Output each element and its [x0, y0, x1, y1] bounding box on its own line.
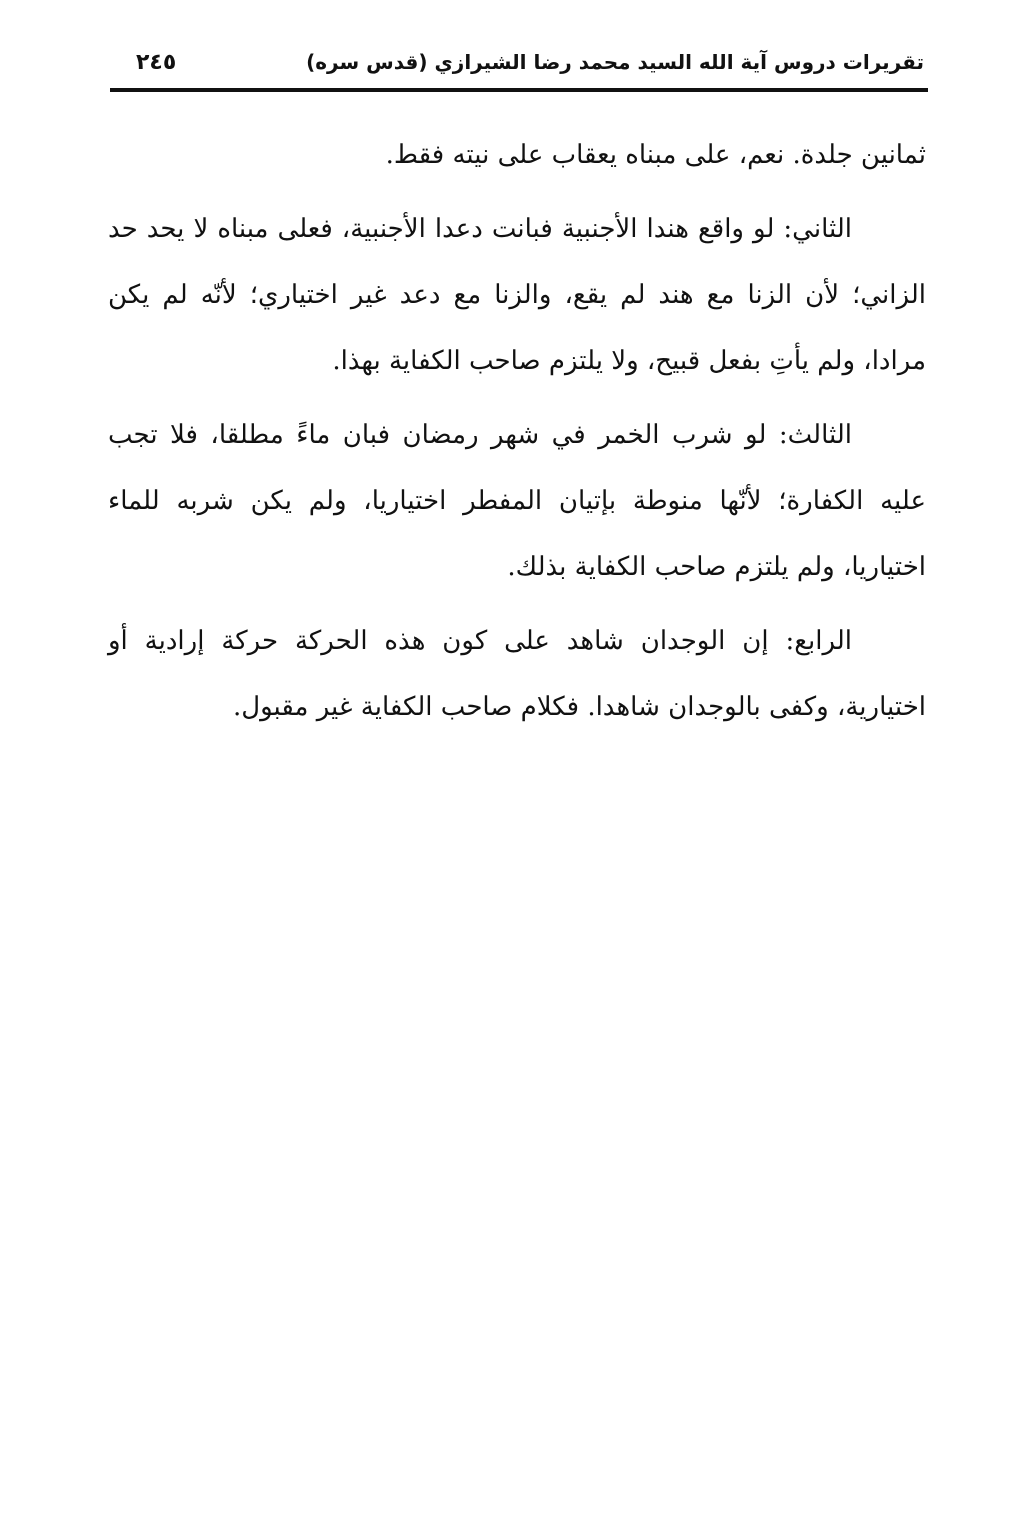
running-header [112, 40, 924, 84]
body-text [108, 122, 926, 748]
page-number: ٢٤٥ [136, 49, 177, 75]
paragraph-third: الثالث: لو شرب الخمر في شهر رمضان فبان ماءً مطلقا، فلا تجب عليه الكفارة؛ لأنّها منوطة بإتيان المفطر اختياريا، ولم يكن شربه للماء اختياريا، ولم يلتزم صاحب الكفاية بذلك. [108, 420, 926, 582]
header-rule [110, 88, 928, 92]
paragraph-second: الثاني: لو واقع هندا الأجنبية فبانت دعدا الأجنبية، فعلى مبناه لا يحد حد الزاني؛ لأن الزنا مع هند لم يقع، والزنا مع دعد غير اختياري؛ لأنّه لم يكن مرادا، ولم يأتِ بفعل قبيح، ولا يلتزم صاحب الكفاية بهذا. [108, 214, 926, 376]
paragraph-fourth: الرابع: إن الوجدان شاهد على كون هذه الحركة حركة إرادية أو اختيارية، وكفى بالوجدان شاهدا. فكلام صاحب الكفاية غير مقبول. [108, 626, 926, 722]
paragraph-continuation: ثمانين جلدة. نعم، على مبناه يعقاب على نيته فقط. [385, 140, 926, 170]
running-title: تقريرات دروس آية الله السيد محمد رضا الشيرازي (قدس سره) [306, 50, 924, 74]
